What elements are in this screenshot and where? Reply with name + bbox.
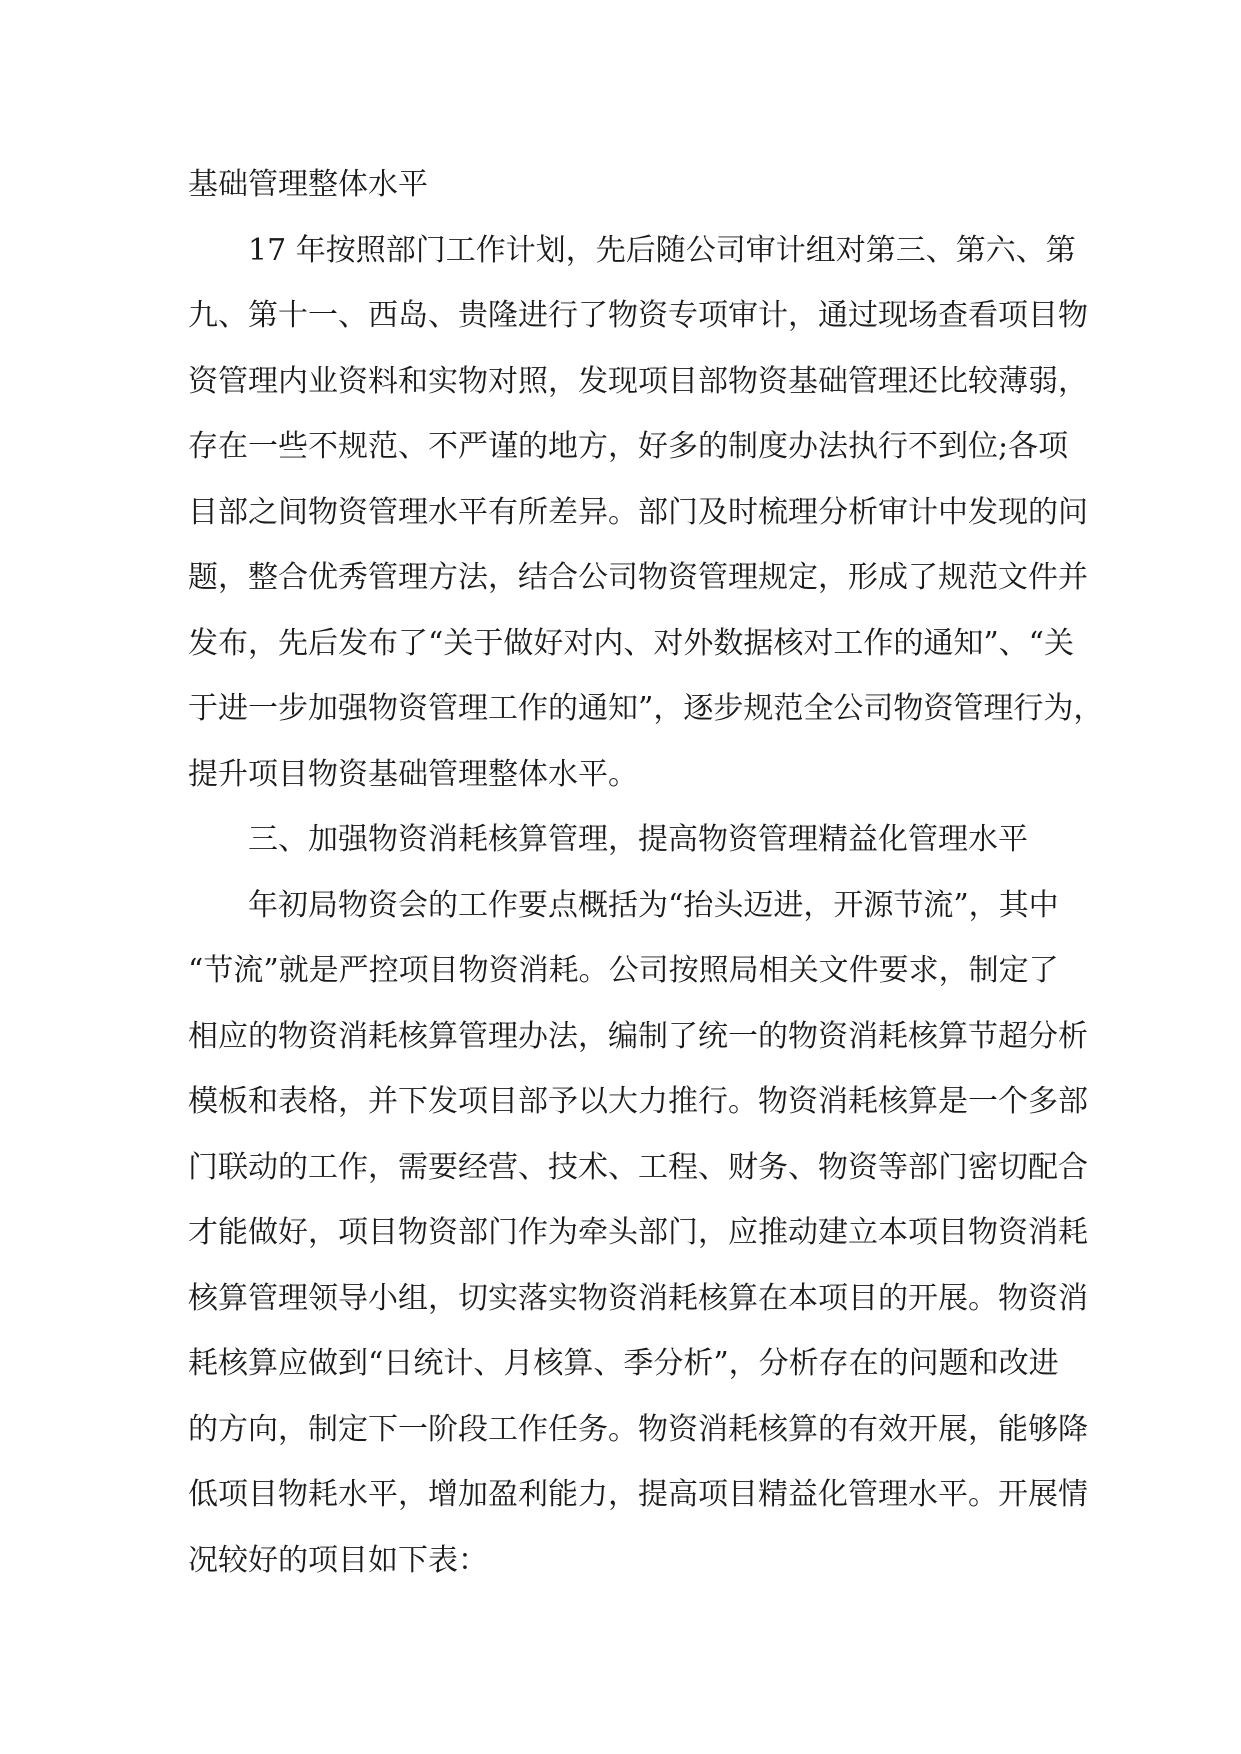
text-line: 低项目物耗水平，增加盈利能力，提高项目精益化管理水平。开展情 — [188, 1477, 1088, 1512]
text-line: “节流”就是严控项目物资消耗。公司按照局相关文件要求，制定了 — [188, 953, 1059, 988]
text-line: 门联动的工作，需要经营、技术、工程、财务、物资等部门密切配合 — [188, 1149, 1088, 1185]
text-line: 的方向，制定下一阶段工作任务。物资消耗核算的有效开展，能够降 — [188, 1411, 1088, 1447]
text-line: 相应的物资消耗核算管理办法，编制了统一的物资消耗核算节超分析 — [188, 1018, 1088, 1054]
text-line: 年初局物资会的工作要点概括为“抬头迈进，开源节流”，其中 — [248, 887, 1059, 923]
text-line: 基础管理整体水平 — [188, 167, 428, 202]
text-line: 资管理内业资料和实物对照，发现项目部物资基础管理还比较薄弱， — [188, 363, 1088, 399]
text-line: 题，整合优秀管理方法，结合公司物资管理规定，形成了规范文件并 — [188, 560, 1088, 595]
text-line: 况较好的项目如下表： — [188, 1542, 488, 1578]
text-line: 目部之间物资管理水平有所差异。部门及时梳理分析审计中发现的问 — [188, 494, 1088, 530]
text-line: 提升项目物资基础管理整体水平。 — [188, 756, 638, 792]
section-heading: 三、加强物资消耗核算管理，提高物资管理精益化管理水平 — [248, 822, 1028, 857]
text-line: 发布，先后发布了“关于做好对内、对外数据核对工作的通知”、“关 — [188, 625, 1075, 661]
text-line: 存在一些不规范、不严谨的地方，好多的制度办法执行不到位;各项 — [188, 429, 1069, 464]
text-line: 九、第十一、西岛、贵隆进行了物资专项审计，通过现场查看项目物 — [188, 298, 1088, 333]
text-line: 模板和表格，并下发项目部予以大力推行。物资消耗核算是一个多部 — [188, 1084, 1088, 1119]
body-text — [188, 152, 1104, 1593]
text-line: 才能做好，项目物资部门作为牵头部门，应推动建立本项目物资消耗 — [188, 1215, 1088, 1250]
text-line: 17 年按照部门工作计划，先后随公司审计组对第三、第六、第 — [248, 232, 1076, 268]
text-line: 耗核算应做到“日统计、月核算、季分析”，分析存在的问题和改进 — [188, 1346, 1059, 1381]
text-line: 核算管理领导小组，切实落实物资消耗核算在本项目的开展。物资消 — [188, 1280, 1088, 1316]
text-line: 于进一步加强物资管理工作的通知”，逐步规范全公司物资管理行为， — [188, 691, 1104, 726]
